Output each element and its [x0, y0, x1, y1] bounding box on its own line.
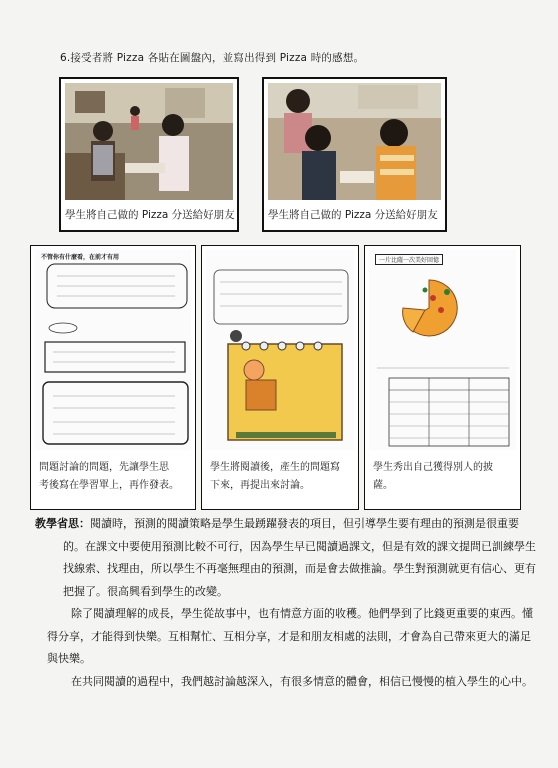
- classroom-photo-right-image: [268, 83, 441, 200]
- classroom-photo-right: [268, 83, 441, 200]
- reflection-paragraph-1: [35, 513, 540, 603]
- panel-caption-3: [373, 459, 514, 495]
- panel-caption-3-line-1: 學生秀出自己獲得別人的披: [373, 462, 493, 473]
- worksheet-scan-3: [369, 250, 516, 450]
- worksheet-panel-1: [30, 245, 196, 510]
- photo-card-left: [59, 77, 239, 232]
- worksheet-scan-1: [35, 250, 191, 450]
- section-heading: 6.接受者將 Pizza 各貼在圖盤內，並寫出得到 Pizza 時的感想。: [60, 52, 365, 64]
- photo-card-right: [262, 77, 447, 232]
- panel-caption-2-line-2: 下來，再提出來討論。: [210, 480, 310, 491]
- classroom-photo-left: [65, 83, 233, 200]
- worksheet-drawing-1: [35, 250, 191, 450]
- panel-caption-3-line-2: 薩。: [373, 480, 393, 491]
- panel-caption-1-line-2: 考後寫在學習單上，再作發表。: [39, 480, 179, 491]
- panel-caption-1: [39, 459, 189, 495]
- worksheet-drawing-2: [206, 250, 354, 450]
- classroom-photo-left-image: [65, 83, 233, 200]
- worksheet-title-3: 一片比薩一次美好回憶: [375, 254, 443, 265]
- teaching-reflection: [35, 513, 540, 693]
- worksheet-drawing-3: [369, 250, 516, 450]
- reflection-label: 教學省思：: [35, 517, 90, 530]
- panel-caption-2-line-1: 學生將閱讀後，產生的問題寫: [210, 462, 340, 473]
- reflection-paragraph-1-text: 閱讀時，預測的閱讀策略是學生最踴躍發表的項目，但引導學生要有理由的預測是很重要的。在課文中要使用預測比較不可行，因為學生早已閱讀過課文，但是有效的課文提問已訓練學生找線索、找理由，所以學生不再毫無理由的預測，而是會去做推論。學生對預測就更有信心、更有把握了。很高興看到學生的改變。: [63, 517, 536, 598]
- worksheet-title-1: 不管你有什麼看，在前才有用: [41, 254, 120, 261]
- panel-caption-1-line-1: 問題討論的問題，先讓學生思: [39, 462, 169, 473]
- worksheet-panel-2: [201, 245, 359, 510]
- photo-caption-right: 學生將自己做的 Pizza 分送給好朋友: [268, 209, 438, 221]
- reflection-paragraph-3: 在共同閱讀的過程中，我們越討論越深入，有很多情意的體會，相信已慢慢的植入學生的心中。: [71, 674, 533, 688]
- panel-caption-2: [210, 459, 352, 495]
- worksheet-scan-2: [206, 250, 354, 450]
- reflection-paragraph-2: 除了閱讀理解的成長，學生從故事中，也有情意方面的收穫。他們學到了比錢更重要的東西。懂得分享，才能得到快樂。互相幫忙、互相分享，才是和朋友相處的法則，才會為自己帶來更大的滿足與快樂。: [47, 607, 533, 665]
- photo-caption-left: 學生將自己做的 Pizza 分送給好朋友: [65, 209, 235, 221]
- worksheet-panel-3: [364, 245, 521, 510]
